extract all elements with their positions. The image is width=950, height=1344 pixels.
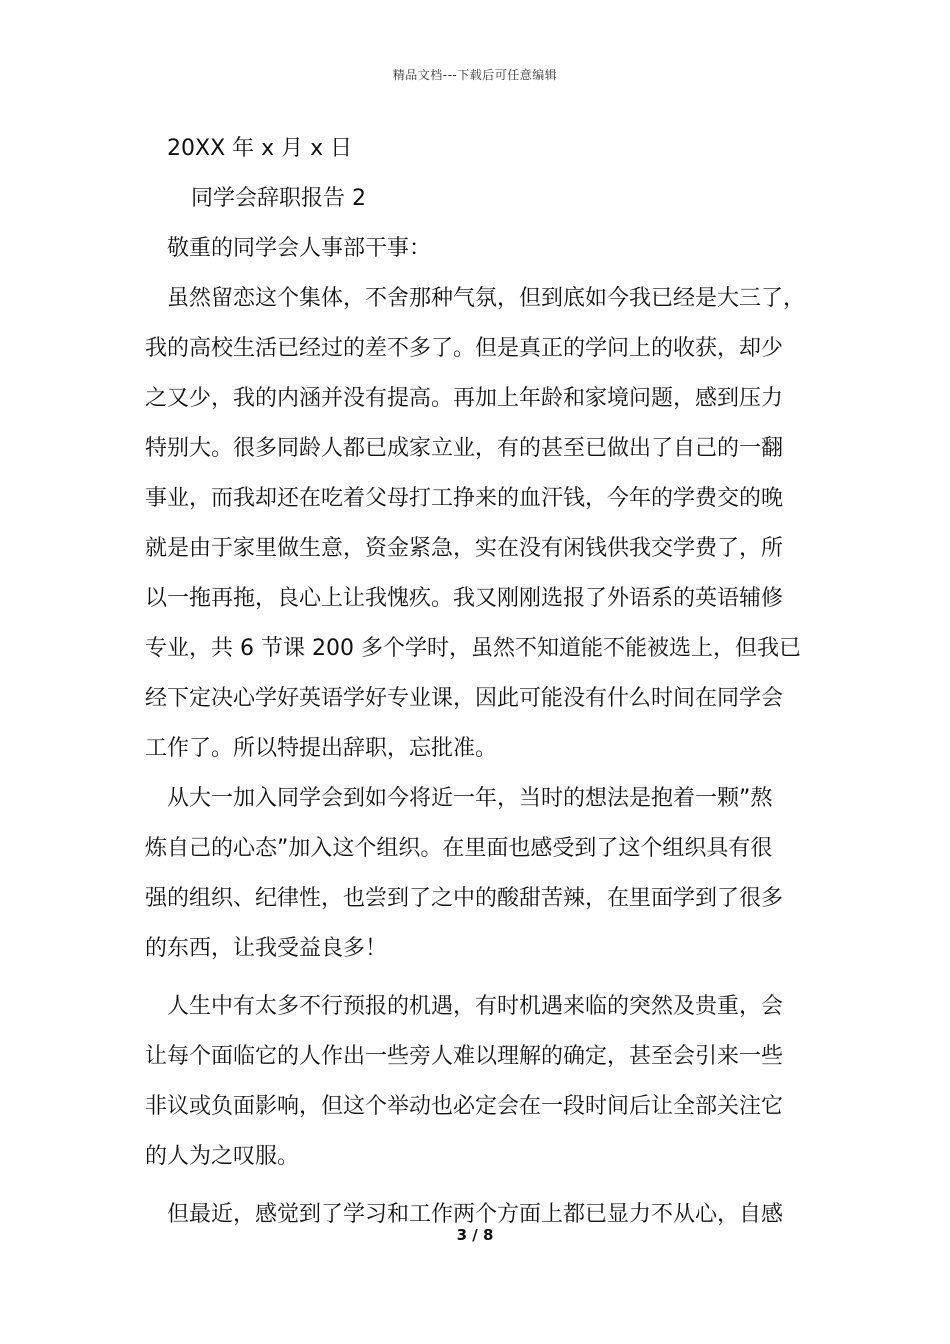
paragraph-line: 以一拖再拖，良心上让我愧疚。我又刚刚选报了外语系的英语辅修 bbox=[145, 586, 784, 611]
paragraph-line: 人生中有太多不行预报的机遇，有时机遇来临的突然及贵重，会 bbox=[167, 994, 784, 1019]
paragraph-line: 特别大。很多同龄人都已成家立业，有的甚至已做出了自己的一翻 bbox=[145, 436, 784, 461]
paragraph-line: 事业，而我却还在吃着父母打工挣来的血汗钱，今年的学费交的晚 bbox=[145, 486, 784, 511]
paragraph-line: 虽然留恋这个集体，不舍那种气氛，但到底如今我已经是大三了， bbox=[167, 286, 806, 311]
paragraph-1 bbox=[145, 274, 809, 774]
paragraph-line: 非议或负面影响，但这个举动也必定会在一段时间后让全部关注它 bbox=[145, 1094, 784, 1119]
paragraph-line: 经下定决心学好英语学好专业课，因此可能没有什么时间在同学会 bbox=[145, 686, 784, 711]
paragraph-line: 我的高校生活已经过的差不多了。但是真正的学问上的收获，却少 bbox=[145, 336, 784, 361]
paragraph-line: 强的组织、纪律性，也尝到了之中的酸甜苦辣，在里面学到了很多 bbox=[145, 886, 784, 911]
document-title: 同学会辞职报告 2 bbox=[191, 186, 366, 211]
document-date: 20XX 年 x 月 x 日 bbox=[167, 136, 353, 161]
document-salutation: 敬重的同学会人事部干事： bbox=[167, 236, 432, 261]
paragraph-line: 从大一加入同学会到如今将近一年，当时的想法是抱着一颗”熬 bbox=[167, 786, 773, 811]
paragraph-line: 的东西，让我受益良多！ bbox=[145, 936, 388, 961]
paragraph-3 bbox=[145, 982, 809, 1182]
paragraph-line: 让每个面临它的人作出一些旁人难以理解的确定，甚至会引来一些 bbox=[145, 1044, 784, 1069]
paragraph-line: 专业，共 6 节课 200 多个学时，虽然不知道能不能被选上，但我已 bbox=[145, 636, 801, 661]
paragraph-line: 就是由于家里做生意，资金紧急，实在没有闲钱供我交学费了，所 bbox=[145, 536, 784, 561]
page-header: 精品文档---下载后可任意编辑 bbox=[392, 68, 558, 82]
page-number: 3 / 8 bbox=[456, 1226, 494, 1244]
paragraph-line: 炼自己的心态”加入这个组织。在里面也感受到了这个组织具有很 bbox=[145, 836, 773, 861]
paragraph-line: 工作了。所以特提出辞职，忘批准。 bbox=[145, 736, 498, 761]
paragraph-line: 但最近，感觉到了学习和工作两个方面上都已显力不从心，自感 bbox=[167, 1202, 784, 1227]
document-body bbox=[145, 124, 809, 1240]
paragraph-line: 的人为之叹服。 bbox=[145, 1144, 300, 1169]
paragraph-line: 之又少，我的内涵并没有提高。再加上年龄和家境问题，感到压力 bbox=[145, 386, 784, 411]
paragraph-2 bbox=[145, 774, 809, 974]
